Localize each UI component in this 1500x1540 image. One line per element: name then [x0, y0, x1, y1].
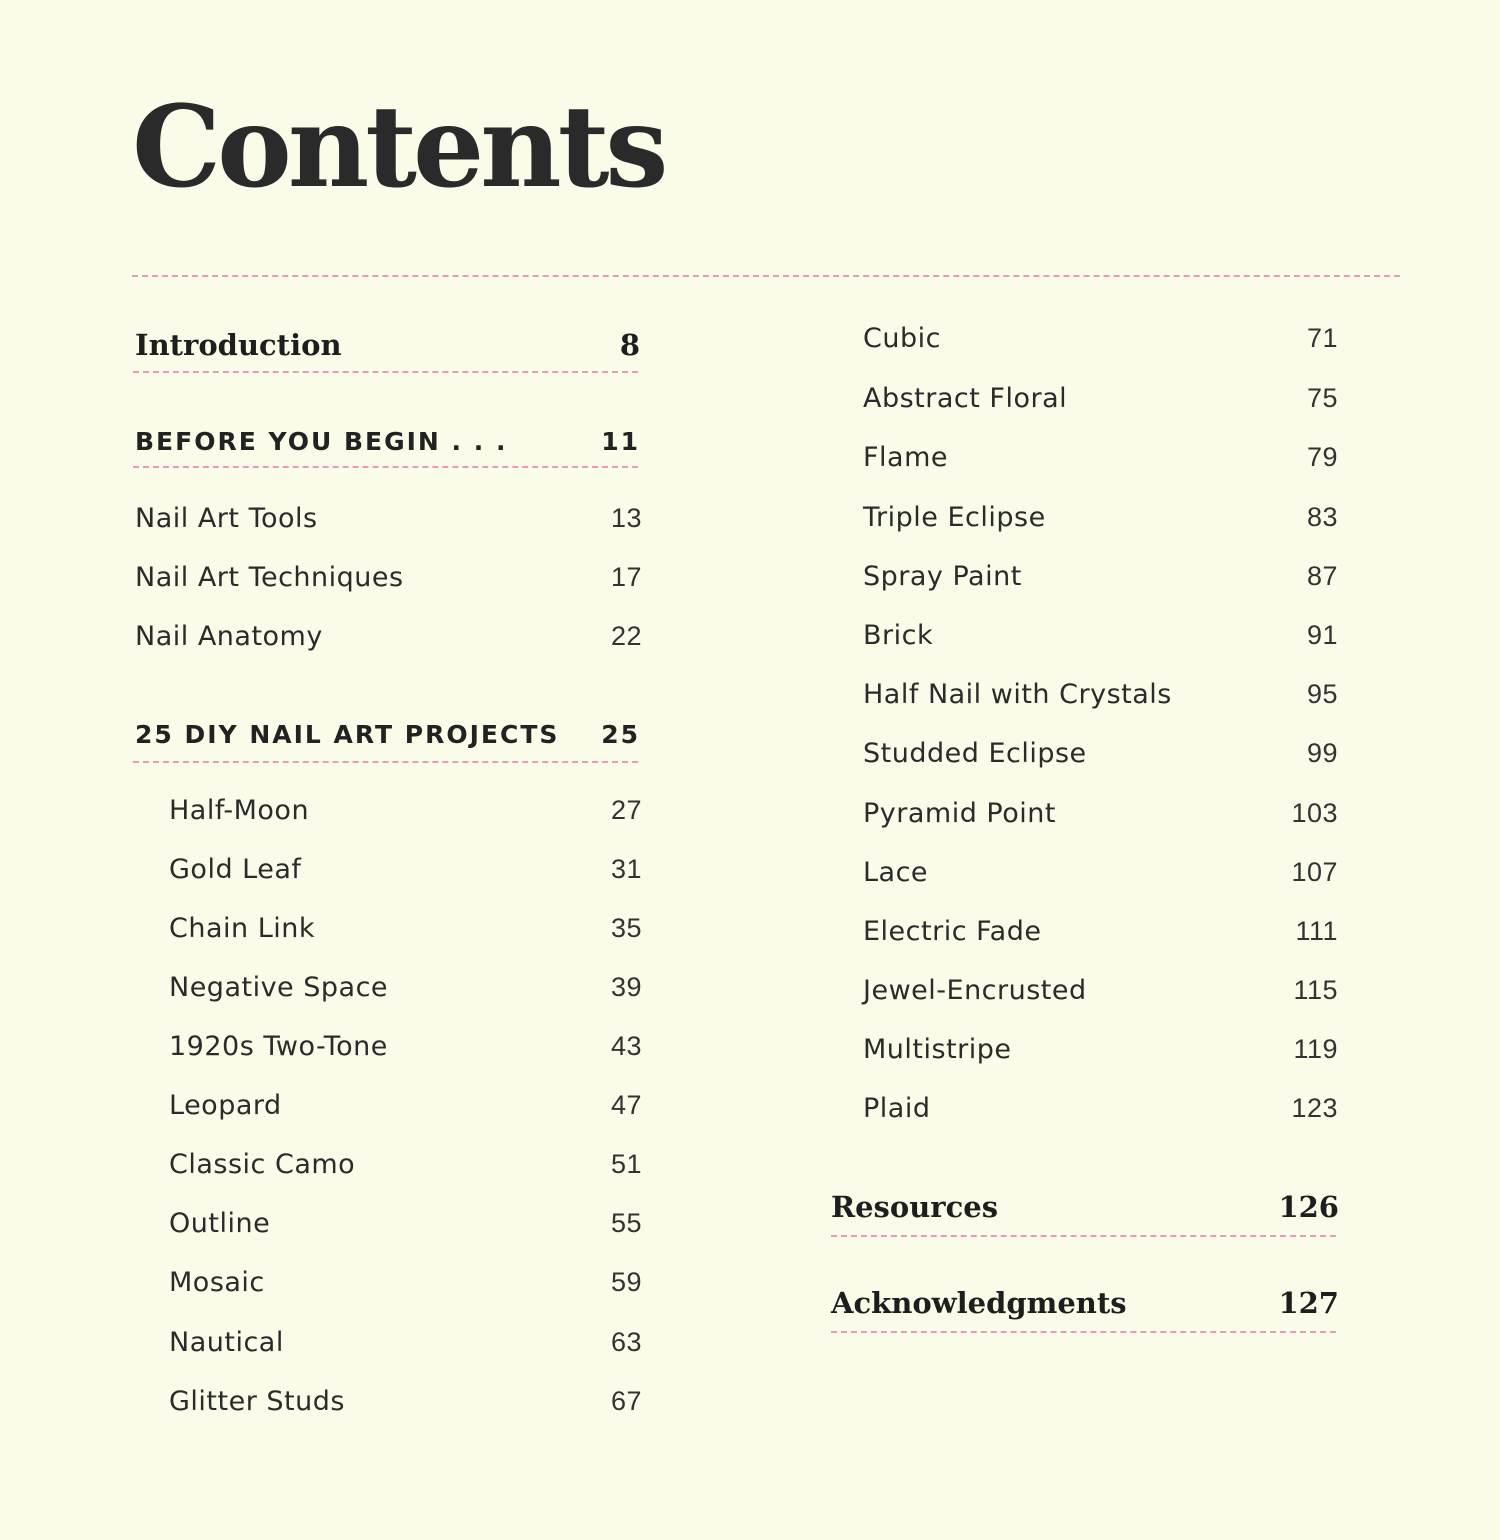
entry-label: Gold Leaf — [169, 854, 302, 885]
title-divider — [132, 275, 1400, 277]
entry-page-number: 47 — [610, 1090, 642, 1120]
toc-section-before-you-begin[interactable] — [135, 427, 640, 456]
toc-entry[interactable] — [863, 1034, 1338, 1065]
section-label: BEFORE YOU BEGIN . . . — [135, 427, 508, 456]
entry-label: Resources — [831, 1190, 999, 1224]
page-title: Contents — [132, 82, 665, 213]
entry-label: Classic Camo — [169, 1149, 356, 1180]
entry-page-number: 35 — [610, 913, 642, 943]
section-label: 25 DIY NAIL ART PROJECTS — [135, 720, 560, 749]
toc-entry[interactable] — [863, 738, 1338, 769]
entry-page-number: 126 — [1278, 1190, 1339, 1224]
entry-page-number: 111 — [1295, 916, 1338, 946]
toc-entry[interactable] — [169, 1267, 642, 1298]
entry-page-number: 39 — [610, 972, 642, 1002]
entry-page-number: 17 — [610, 562, 642, 592]
entry-label: Multistripe — [863, 1034, 1012, 1065]
entry-page-number: 43 — [610, 1031, 642, 1061]
entry-label: Half-Moon — [169, 795, 310, 826]
entry-label: Nail Art Tools — [135, 503, 318, 534]
toc-section-projects[interactable] — [135, 720, 640, 749]
entry-label: Pyramid Point — [863, 798, 1056, 829]
toc-entry-acknowledgments[interactable] — [831, 1286, 1339, 1320]
section-page-number: 11 — [601, 427, 640, 456]
entry-page-number: 27 — [610, 795, 642, 825]
entry-label: Electric Fade — [863, 916, 1042, 947]
entry-label: Cubic — [863, 323, 941, 354]
section-divider — [831, 1331, 1336, 1333]
toc-entry[interactable] — [135, 621, 642, 652]
toc-entry[interactable] — [863, 916, 1338, 947]
section-page-number: 25 — [601, 720, 640, 749]
entry-label: Triple Eclipse — [863, 502, 1046, 533]
entry-label: Spray Paint — [863, 561, 1022, 592]
toc-entry[interactable] — [135, 562, 642, 593]
entry-label: Abstract Floral — [863, 383, 1068, 414]
toc-entry-resources[interactable] — [831, 1190, 1339, 1224]
entry-page-number: 67 — [610, 1386, 642, 1416]
entry-label: Plaid — [863, 1093, 931, 1124]
entry-label: Mosaic — [169, 1267, 265, 1298]
entry-page-number: 71 — [1306, 323, 1338, 353]
toc-entry[interactable] — [863, 679, 1338, 710]
toc-entry[interactable] — [169, 972, 642, 1003]
entry-label: Lace — [863, 857, 929, 888]
entry-label: Nail Art Techniques — [135, 562, 404, 593]
toc-entry[interactable] — [863, 975, 1338, 1006]
toc-entry[interactable] — [169, 795, 642, 826]
entry-page-number: 55 — [610, 1208, 642, 1238]
entry-label: Nail Anatomy — [135, 621, 323, 652]
section-divider — [133, 761, 638, 763]
toc-entry[interactable] — [169, 1090, 642, 1121]
entry-label: Introduction — [135, 328, 342, 362]
toc-entry[interactable] — [863, 561, 1338, 592]
entry-label: Acknowledgments — [831, 1286, 1127, 1320]
entry-page-number: 59 — [610, 1267, 642, 1297]
entry-page-number: 75 — [1306, 383, 1338, 413]
toc-entry[interactable] — [863, 323, 1338, 354]
entry-label: Outline — [169, 1208, 271, 1239]
section-divider — [133, 371, 638, 373]
entry-label: Nautical — [169, 1327, 284, 1358]
toc-entry[interactable] — [863, 1093, 1338, 1124]
entry-page-number: 95 — [1306, 679, 1338, 709]
entry-label: Half Nail with Crystals — [863, 679, 1172, 710]
entry-page-number: 8 — [619, 328, 640, 362]
entry-label: Jewel-Encrusted — [863, 975, 1087, 1006]
entry-label: Brick — [863, 620, 934, 651]
entry-page-number: 13 — [610, 503, 642, 533]
toc-entry[interactable] — [863, 383, 1338, 414]
entry-page-number: 99 — [1306, 738, 1338, 768]
entry-label: Chain Link — [169, 913, 315, 944]
entry-label: Studded Eclipse — [863, 738, 1087, 769]
entry-page-number: 31 — [610, 854, 642, 884]
entry-page-number: 119 — [1293, 1034, 1338, 1064]
entry-label: Glitter Studs — [169, 1386, 345, 1417]
toc-entry[interactable] — [169, 854, 642, 885]
entry-page-number: 63 — [610, 1327, 642, 1357]
section-divider — [831, 1235, 1336, 1237]
toc-entry[interactable] — [169, 1031, 642, 1062]
entry-label: 1920s Two-Tone — [169, 1031, 388, 1062]
toc-entry[interactable] — [863, 798, 1338, 829]
entry-page-number: 103 — [1291, 798, 1338, 828]
entry-page-number: 91 — [1306, 620, 1338, 650]
entry-page-number: 87 — [1306, 561, 1338, 591]
entry-page-number: 115 — [1293, 975, 1338, 1005]
toc-entry[interactable] — [135, 503, 642, 534]
entry-page-number: 127 — [1278, 1286, 1339, 1320]
entry-page-number: 79 — [1306, 442, 1338, 472]
entry-page-number: 83 — [1306, 502, 1338, 532]
toc-entry[interactable] — [863, 620, 1338, 651]
entry-page-number: 123 — [1291, 1093, 1338, 1123]
toc-entry-introduction[interactable] — [135, 328, 640, 362]
toc-entry[interactable] — [169, 1327, 642, 1358]
entry-page-number: 22 — [610, 621, 642, 651]
toc-entry[interactable] — [863, 857, 1338, 888]
entry-label: Negative Space — [169, 972, 389, 1003]
toc-entry[interactable] — [169, 1208, 642, 1239]
entry-page-number: 107 — [1291, 857, 1338, 887]
section-divider — [133, 466, 638, 468]
entry-label: Flame — [863, 442, 948, 473]
toc-entry[interactable] — [863, 442, 1338, 473]
toc-entry[interactable] — [863, 502, 1338, 533]
toc-entry[interactable] — [169, 1386, 642, 1417]
toc-entry[interactable] — [169, 1149, 642, 1180]
entry-label: Leopard — [169, 1090, 282, 1121]
toc-entry[interactable] — [169, 913, 642, 944]
entry-page-number: 51 — [610, 1149, 642, 1179]
